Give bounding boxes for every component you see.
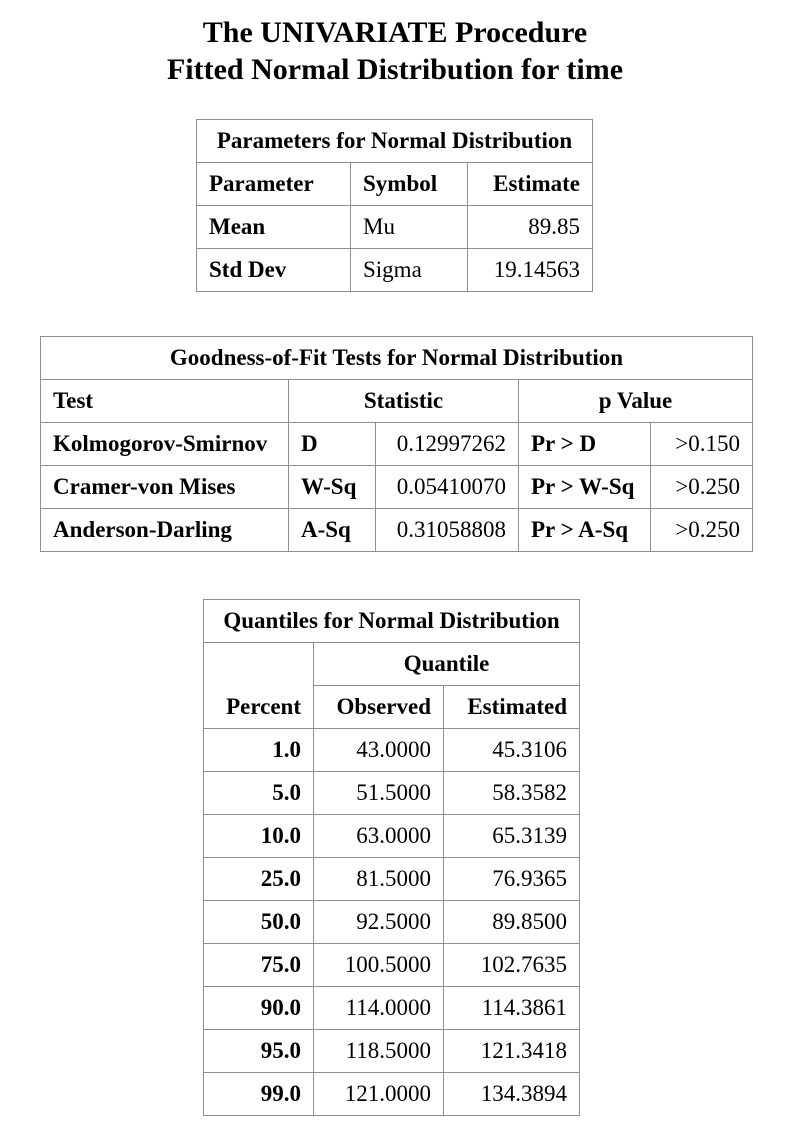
cell-estimated: 65.3139	[444, 815, 580, 858]
cell-percent: 1.0	[204, 729, 314, 772]
cell-symbol: Sigma	[351, 249, 468, 292]
quantiles-table-title-row	[204, 600, 580, 643]
row-header-cramer-von-mises: Cramer-von Mises	[41, 466, 289, 509]
goodness-of-fit-table	[40, 336, 753, 552]
page-title-line2: Fitted Normal Distribution for time	[166, 53, 624, 86]
cell-estimated: 134.3894	[444, 1073, 580, 1116]
table-row	[204, 858, 580, 901]
table-row	[41, 423, 753, 466]
cell-observed: 43.0000	[314, 729, 444, 772]
parameters-table-title-row	[197, 120, 593, 163]
row-header-kolmogorov-smirnov: Kolmogorov-Smirnov	[41, 423, 289, 466]
table-row	[204, 729, 580, 772]
cell-observed: 81.5000	[314, 858, 444, 901]
cell-percent: 10.0	[204, 815, 314, 858]
quantiles-group-header-row	[204, 643, 580, 686]
cell-percent: 90.0	[204, 987, 314, 1030]
cell-observed: 121.0000	[314, 1073, 444, 1116]
cell-estimated: 89.8500	[444, 901, 580, 944]
column-header-test: Test	[41, 380, 289, 423]
gof-table-title: Goodness-of-Fit Tests for Normal Distribution	[41, 337, 753, 380]
cell-estimated: 45.3106	[444, 729, 580, 772]
cell-statistic-label: D	[289, 423, 376, 466]
cell-percent: 25.0	[204, 858, 314, 901]
column-header-symbol: Symbol	[351, 163, 468, 206]
cell-percent: 50.0	[204, 901, 314, 944]
cell-statistic-value: 0.31058808	[376, 509, 519, 552]
cell-symbol: Mu	[351, 206, 468, 249]
table-row	[204, 1030, 580, 1073]
cell-percent: 5.0	[204, 772, 314, 815]
table-row	[204, 815, 580, 858]
table-row	[204, 901, 580, 944]
row-header-anderson-darling: Anderson-Darling	[41, 509, 289, 552]
cell-observed: 63.0000	[314, 815, 444, 858]
parameters-table-title: Parameters for Normal Distribution	[197, 120, 593, 163]
cell-estimated: 58.3582	[444, 772, 580, 815]
gof-table-title-row	[41, 337, 753, 380]
gof-table-header-row	[41, 380, 753, 423]
cell-statistic-value: 0.05410070	[376, 466, 519, 509]
cell-observed: 100.5000	[314, 944, 444, 987]
table-row	[41, 466, 753, 509]
cell-p-label: Pr > W-Sq	[519, 466, 651, 509]
column-header-percent: Percent	[204, 643, 314, 729]
cell-estimated: 102.7635	[444, 944, 580, 987]
cell-percent: 75.0	[204, 944, 314, 987]
table-row	[41, 509, 753, 552]
column-header-statistic: Statistic	[289, 380, 519, 423]
cell-percent: 95.0	[204, 1030, 314, 1073]
row-header-std-dev: Std Dev	[197, 249, 351, 292]
cell-percent: 99.0	[204, 1073, 314, 1116]
cell-p-value: >0.150	[651, 423, 753, 466]
quantiles-table	[203, 599, 580, 1116]
row-header-mean: Mean	[197, 206, 351, 249]
cell-p-value: >0.250	[651, 466, 753, 509]
parameters-table-header-row	[197, 163, 593, 206]
cell-statistic-label: A-Sq	[289, 509, 376, 552]
cell-observed: 118.5000	[314, 1030, 444, 1073]
quantiles-table-title: Quantiles for Normal Distribution	[204, 600, 580, 643]
page-title	[0, 0, 790, 88]
column-header-estimated: Estimated	[444, 686, 580, 729]
cell-observed: 51.5000	[314, 772, 444, 815]
cell-statistic-value: 0.12997262	[376, 423, 519, 466]
cell-p-label: Pr > D	[519, 423, 651, 466]
cell-estimate: 89.85	[468, 206, 593, 249]
cell-p-value: >0.250	[651, 509, 753, 552]
cell-estimated: 121.3418	[444, 1030, 580, 1073]
cell-observed: 92.5000	[314, 901, 444, 944]
table-row	[204, 1073, 580, 1116]
table-row	[204, 944, 580, 987]
cell-estimated: 114.3861	[444, 987, 580, 1030]
column-header-estimate: Estimate	[468, 163, 593, 206]
table-row	[204, 987, 580, 1030]
page-title-line1: The UNIVARIATE Procedure	[202, 16, 588, 49]
cell-estimated: 76.9365	[444, 858, 580, 901]
cell-p-label: Pr > A-Sq	[519, 509, 651, 552]
table-row	[204, 772, 580, 815]
column-group-header-quantile: Quantile	[314, 643, 580, 686]
cell-estimate: 19.14563	[468, 249, 593, 292]
table-row	[197, 249, 593, 292]
cell-observed: 114.0000	[314, 987, 444, 1030]
cell-statistic-label: W-Sq	[289, 466, 376, 509]
column-header-observed: Observed	[314, 686, 444, 729]
column-header-p-value: p Value	[519, 380, 753, 423]
table-row	[197, 206, 593, 249]
column-header-parameter: Parameter	[197, 163, 351, 206]
parameters-table	[196, 119, 593, 292]
